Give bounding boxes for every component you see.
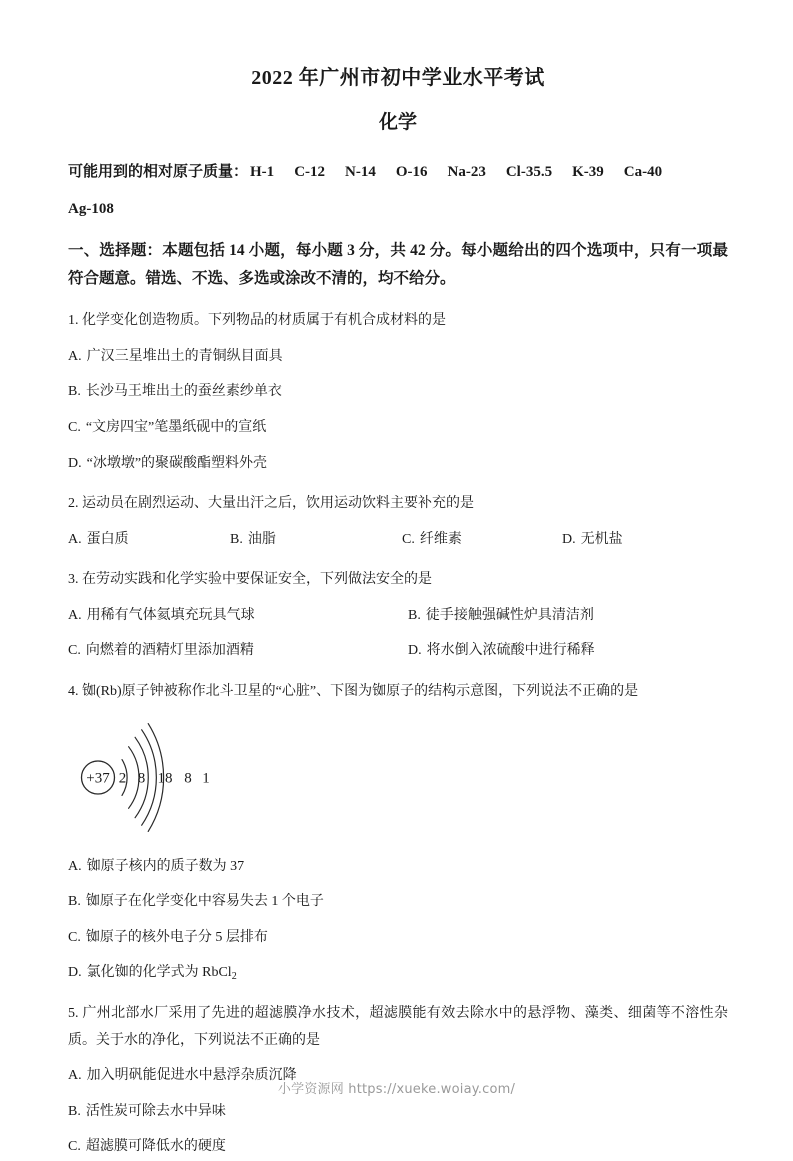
option-letter: D. [408,643,422,659]
nucleus-charge-label: +37 [86,770,110,787]
question-stem [68,1001,728,1054]
option-text: 纤维素 [419,531,462,547]
question-number: 5. [68,1006,79,1022]
shell-electron-count-5: 1 [202,770,210,787]
option-letter: C. [68,419,81,435]
footer-watermark: 小学资源网 https://xueke.woiay.com/ [277,1082,516,1097]
option-d[interactable] [68,451,728,478]
atomic-mass-value: H-1 [250,163,275,180]
option-letter: B. [68,384,81,400]
option-text: 将水倒入浓硫酸中进行稀释 [426,643,595,659]
question-number: 2. [68,496,79,512]
option-text: 超滤膜可降低水的硬度 [85,1139,226,1155]
option-text: 广汉三星堆出土的青铜纵目面具 [86,348,283,364]
option-d[interactable] [398,638,728,665]
option-text: 无机盐 [580,531,623,547]
atomic-mass-label: 可能用到的相对原子质量： [68,163,249,180]
question-3 [68,567,728,665]
option-b[interactable] [68,1099,728,1126]
option-c[interactable] [68,925,728,952]
atomic-mass-overflow: Ag-108 [68,201,114,218]
question-text: 运动员在剧烈运动、大量出汗之后，饮用运动饮料主要补充的是 [82,496,474,512]
atom-structure-diagram [76,710,326,845]
question-number: 3. [68,572,79,588]
option-letter: A. [68,348,82,364]
option-letter: B. [68,1103,81,1119]
atomic-mass-value: K-39 [572,163,604,180]
option-text: “冰墩墩”的聚碳酸酯塑料外壳 [86,455,268,471]
option-letter: B. [408,607,421,623]
atomic-mass-value: Na-23 [447,163,486,180]
option-b[interactable] [230,527,402,554]
question-1 [68,308,728,477]
option-c[interactable] [68,638,398,665]
question-text: 在劳动实践和化学实验中要保证安全，下列做法安全的是 [82,572,432,588]
option-a[interactable] [68,603,398,630]
shell-electron-count-3: 18 [157,770,173,787]
option-b[interactable] [398,603,728,630]
atomic-mass-value: O-16 [395,163,428,180]
option-letter: B. [230,531,243,547]
question-stem [68,679,728,706]
option-letter: C. [68,1139,81,1155]
option-a[interactable] [68,527,230,554]
option-row [68,527,728,554]
option-letter: D. [68,965,82,981]
option-text: 加入明矾能促进水中悬浮杂质沉降 [86,1068,297,1084]
page-content [68,0,728,1161]
option-letter: A. [68,531,82,547]
option-letter: D. [562,531,576,547]
option-grid [68,594,728,665]
question-stem [68,491,728,518]
option-letter: A. [68,1068,82,1084]
option-d[interactable] [68,960,728,987]
question-text: 铷(Rb)原子钟被称作北斗卫星的“心脏”、下图为铷原子的结构示意图，下列说法不正确的是 [82,684,639,700]
option-text: 氯化铷的化学式为 RbCl [86,965,232,981]
question-4 [68,679,728,987]
option-text: 用稀有气体氦填充玩具气球 [86,607,255,623]
option-text: 徒手接触强碱性炉具清洁剂 [425,607,594,623]
option-text: 蛋白质 [86,531,129,547]
section-instruction: 一、选择题：本题包括 14 小题，每小题 3 分，共 42 分。每小题给出的四个选项中，只有一项最符合题意。错选、不选、多选或涂改不清的，均不给分。 [68,241,728,288]
option-letter: D. [68,455,82,471]
option-letter: A. [68,607,82,623]
option-text: “文房四宝”笔墨纸砚中的宣纸 [85,419,267,435]
shell-electron-count-1: 2 [118,770,127,787]
option-text: 长沙马王堆出土的蚕丝素纱单衣 [85,384,282,400]
option-text: 向燃着的酒精灯里添加酒精 [85,643,254,659]
page-title: 2022 年广州市初中学业水平考试 [251,67,545,89]
question-number: 4. [68,684,79,700]
option-d[interactable] [562,527,722,554]
option-text: 铷原子在化学变化中容易失去 1 个电子 [85,894,324,910]
option-letter: B. [68,894,81,910]
shell-electron-count-2: 8 [137,770,146,787]
option-letter: C. [68,643,81,659]
option-text: 铷原子的核外电子分 5 层排布 [85,929,268,945]
atom-diagram-svg [76,710,326,845]
atomic-mass-value: C-12 [294,163,326,180]
option-a[interactable] [68,344,728,371]
option-c[interactable] [402,527,562,554]
question-number: 1. [68,313,79,329]
question-stem [68,308,728,335]
atomic-mass-value: Cl-35.5 [505,163,553,180]
option-letter: C. [402,531,415,547]
option-c[interactable] [68,1134,728,1161]
subject-title: 化学 [378,112,417,133]
option-a[interactable] [68,854,728,881]
question-text: 广州北部水厂采用了先进的超滤膜净水技术，超滤膜能有效去除水中的悬浮物、藻类、细菌等不溶性杂质。关于水的净化，下列说法不正确的是 [68,1006,729,1048]
atomic-mass-value: Ca-40 [623,163,663,180]
option-text: 铷原子核内的质子数为 37 [86,858,245,874]
option-letter: C. [68,929,81,945]
atomic-mass-value: N-14 [345,163,376,180]
option-formula-subscript: 2 [231,971,237,983]
question-stem [68,567,728,594]
option-b[interactable] [68,379,728,406]
option-text: 活性炭可除去水中异味 [85,1103,226,1119]
option-letter: A. [68,858,82,874]
shell-electron-count-4: 8 [184,770,192,787]
atomic-mass-line [68,161,728,184]
question-text: 化学变化创造物质。下列物品的材质属于有机合成材料的是 [82,313,446,329]
option-text: 油脂 [247,531,276,547]
option-b[interactable] [68,889,728,916]
option-c[interactable] [68,415,728,442]
question-2 [68,491,728,553]
